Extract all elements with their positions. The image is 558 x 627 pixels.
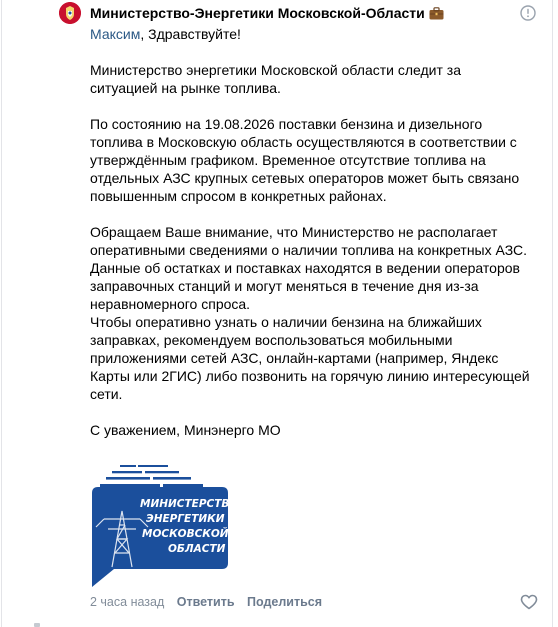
comment-footer [90, 594, 322, 610]
paragraph: Данные об остатках и поставках находятся в ведении операторов заправочных станций и могут меняться в течение дня из-за неравномерного спроса. [90, 260, 520, 312]
greeting-line [90, 25, 530, 43]
signature: С уважением, Минэнерго МО [90, 422, 281, 438]
comment-card [1, 0, 553, 627]
next-comment-edge [22, 621, 552, 627]
logo-text-line: МИНИСТЕРСТВО [140, 498, 230, 510]
coat-of-arms-icon [59, 2, 81, 24]
paragraph: По состоянию на 19.08.2026 поставки бензина и дизельного топлива в Московскую область осуществляются в соответствии с утверждённым графиком. Временное отсутствие топлива на отдельных АЗС крупных сетевых операторов может быть связано повышенным спросом в конкретных районах. [90, 116, 520, 204]
briefcase-icon [429, 6, 444, 24]
paragraph: Обращаем Ваше внимание, что Министерство не располагает оперативными сведениями о наличии топлива на конкретных АЗС. [90, 224, 527, 258]
logo-text-line: ЭНЕРГЕТИКИ [146, 513, 225, 525]
mention-link[interactable]: Максим [90, 26, 141, 42]
greeting-text: , Здравствуйте! [140, 26, 241, 42]
ministry-logo [90, 463, 230, 588]
logo-text-line: ОБЛАСТИ [168, 543, 226, 555]
author-name-text[interactable]: Министерство-Энергетики Московской-Области [90, 5, 425, 21]
avatar[interactable] [59, 2, 81, 24]
more-options-icon[interactable] [520, 5, 536, 21]
timestamp[interactable]: 2 часа назад [90, 595, 165, 609]
reply-button[interactable]: Ответить [176, 595, 235, 609]
heart-icon[interactable] [520, 594, 538, 610]
share-button[interactable]: Поделиться [247, 595, 323, 609]
comment-text [90, 25, 530, 439]
paragraph: Чтобы оперативно узнать о наличии бензина на ближайших заправках, рекомендуем воспользоваться мобильными приложениями сетей АЗС, онлайн-картами (например, Яндекс Карты или 2ГИС) либо позвонить на горячую линию интересующей сети. [90, 314, 530, 402]
paragraph: Министерство энергетики Московской области следит за ситуацией на рынке топлива. [90, 62, 461, 96]
author-name[interactable] [90, 4, 444, 24]
attached-image[interactable] [90, 463, 230, 588]
logo-text-line: МОСКОВСКОЙ [142, 528, 229, 540]
